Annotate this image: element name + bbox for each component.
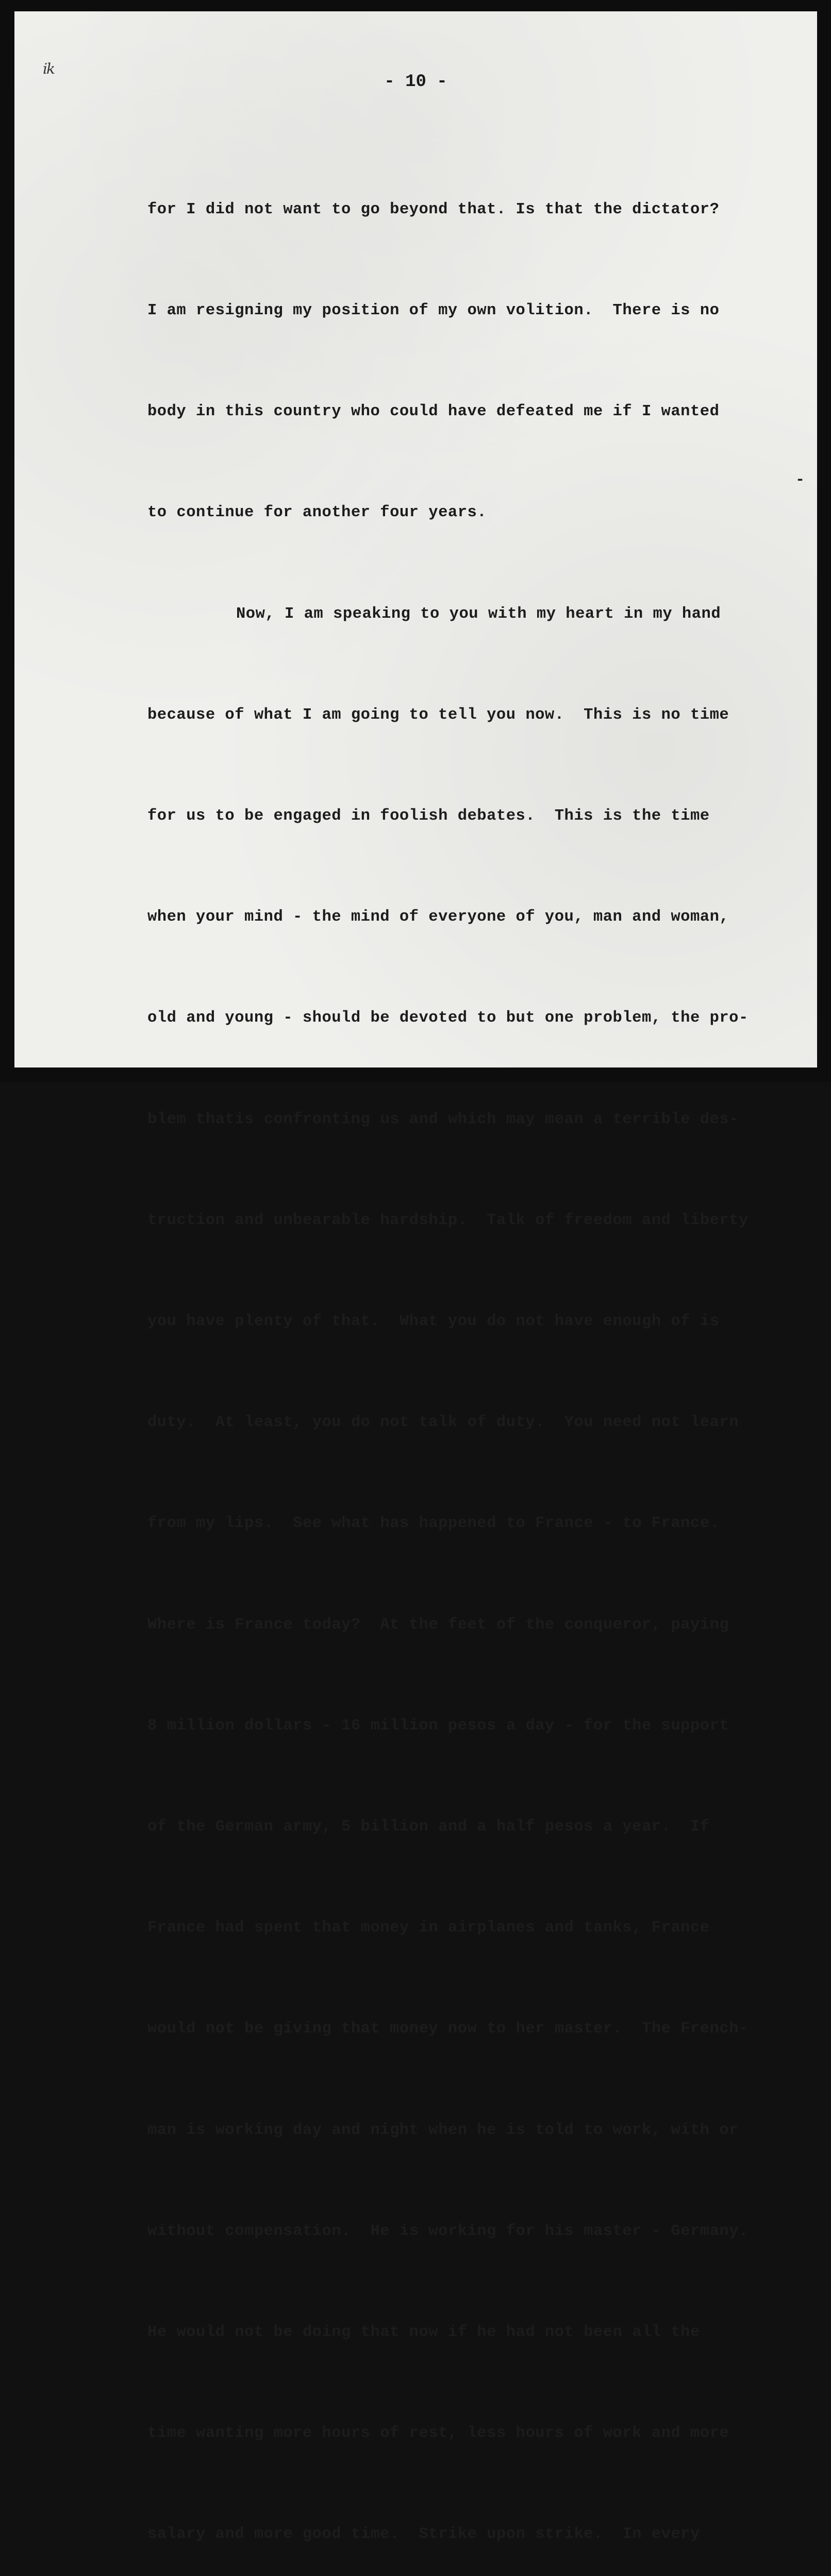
text-line: when your mind - the mind of everyone of you, man and woman, (147, 908, 729, 926)
text-line: I am resigning my position of my own volition. There is no (147, 302, 720, 320)
text-line: from my lips. See what has happened to France - to France. (147, 1515, 720, 1533)
text-line-paragraph-start: Now, I am speaking to you with my heart in my hand (236, 605, 721, 623)
text-line: duty. At least, you do not talk of duty. You need not learn (147, 1414, 739, 1432)
typed-body-text (147, 126, 797, 2576)
text-line: Where is France today? At the feet of the conqueror, paying (147, 1616, 729, 1634)
text-line: without compensation. He is working for his master - Germany. (147, 2222, 749, 2240)
text-line: would not be giving that money now to her master. The French- (147, 2020, 749, 2038)
text-line: He would not be doing that now if he had not been all the (147, 2324, 700, 2342)
text-line: to continue for another four years. (147, 504, 487, 522)
text-line: because of what I am going to tell you now. This is no time (147, 706, 729, 724)
text-line: you have plenty of that. What you do not have enough of is (147, 1313, 720, 1331)
text-line: for I did not want to go beyond that. Is that the dictator? (147, 200, 720, 218)
text-line: for us to be engaged in foolish debates. This is the time (147, 807, 710, 825)
text-line: old and young - should be devoted to but one problem, the pro- (147, 1009, 749, 1027)
text-line: France had spent that money in airplanes and tanks, France (147, 1919, 710, 1937)
text-line: 8 million dollars - 16 million pesos a day - for the support (147, 1717, 729, 1735)
text-line: of the German army, 5 billion and a half pesos a year. If (147, 1818, 710, 1836)
corner-handwritten-mark: ik (43, 60, 54, 77)
text-line: man is working day and night when he is told to work, with or (147, 2121, 739, 2139)
text-line: time wanting more hours of rest, less hours of work and more (147, 2425, 729, 2443)
text-line: salary and more good time. Strike upon strike. In every (147, 2526, 700, 2544)
trailing-dash: - (795, 471, 805, 489)
text-line: blem thatis confronting us and which may mean a terrible des- (147, 1110, 739, 1128)
page-number: - 10 - (384, 72, 447, 92)
typed-page (14, 11, 817, 2544)
text-line: truction and unbearable hardship. Talk of freedom and liberty (147, 1211, 749, 1229)
text-line: body in this country who could have defeated me if I wanted (147, 403, 720, 421)
